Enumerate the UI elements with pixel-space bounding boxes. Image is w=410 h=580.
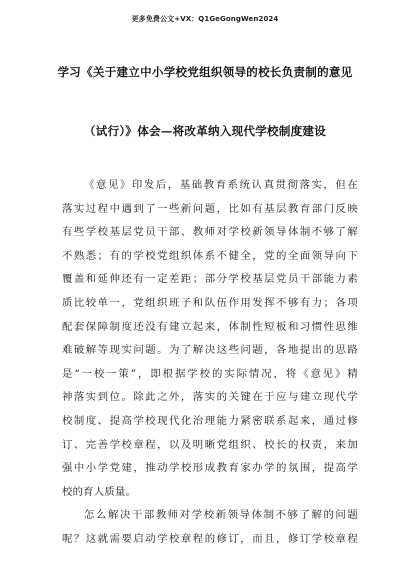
paragraph-line: 校的育人质量。 (62, 485, 137, 498)
paragraph-line: 落实过程中遇到了一些新问题，比如有基层教育部门反映 (62, 202, 358, 215)
paragraph-line: 神落实到位。除此之外，落实的关键在于应与建立现代学 (62, 391, 358, 404)
paragraph-line: 覆盖和延伸还有一定差距；部分学校基层党员干部能力素 (62, 273, 358, 286)
header-note: 更多免费公文+VX：Q1GeGongWen2024 (131, 15, 279, 23)
paragraph-line: 难破解等现实问题。为了解决这些问题，各地提出的思路 (62, 344, 358, 357)
paragraph-line: 《意见》印发后，基础教育系统认真贯彻落实，但在 (84, 179, 358, 191)
paragraph-line: 配套保障制度还没有建立起来，体制性短板和习惯性思维 (62, 320, 358, 333)
paragraph-line: 有些学校基层党员干部、教师对学校新领导体制不够了解 (62, 226, 358, 239)
paragraph-line: 强中小学党建，推动学校形成教育家办学的氛围，提高学 (62, 462, 358, 475)
paragraph-line: 校制度、提高学校现代化治理能力紧密联系起来，通过修 (62, 414, 358, 427)
paragraph-line: 怎么解决干部教师对学校新领导体制不够了解的问题 (84, 509, 358, 522)
paragraph-line: 是“一校一策”，即根据学校的实际情况，将《意见》精 (62, 367, 358, 380)
paragraph-line: 呢？这就需要启动学校章程的修订，而且，修订学校章程 (62, 532, 358, 545)
document-title-line-2: （试行）》体会—将改革纳入现代学校制度建设 (83, 124, 327, 138)
paragraph-line: 质比较单一，党组织班子和队伍作用发挥不够有力；各项 (62, 296, 358, 309)
body-text (62, 174, 358, 552)
paragraph-line: 订、完善学校章程，以及明晰党组织、校长的权责，来加 (62, 438, 358, 451)
document-title-line-1: 学习《关于建立中小学校党组织领导的校长负责制的意见 (57, 65, 353, 79)
paragraph-line: 不熟悉；有的学校党组织体系不健全，党的全面领导向下 (62, 249, 358, 262)
